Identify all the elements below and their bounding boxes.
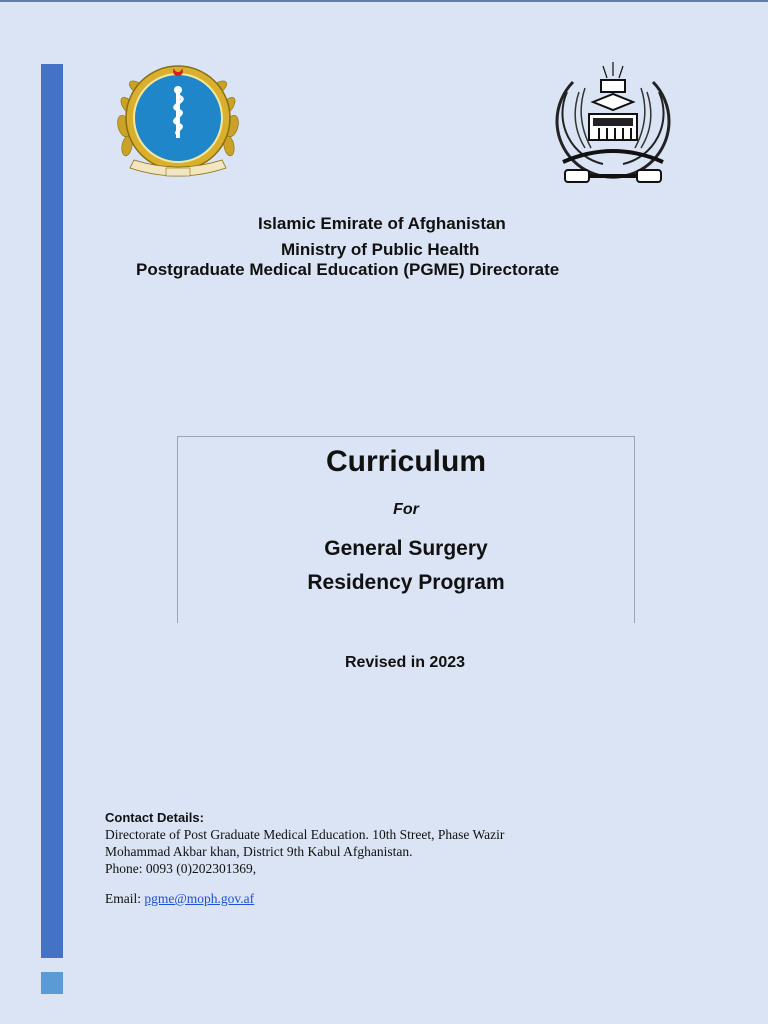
header-country: Islamic Emirate of Afghanistan xyxy=(258,214,506,233)
title-for: For xyxy=(393,501,419,518)
contact-address-line1: Directorate of Post Graduate Medical Education. 10th Street, Phase Wazir xyxy=(105,827,505,842)
national-emblem-icon xyxy=(545,52,681,188)
moph-logo-icon xyxy=(112,56,244,184)
contact-address-line2: Mohammad Akbar khan, District 9th Kabul Afghanistan. xyxy=(105,844,413,859)
revision-note: Revised in 2023 xyxy=(344,654,466,671)
program-name-line1: General Surgery xyxy=(324,537,488,560)
email-label: Email: xyxy=(105,891,145,906)
contact-phone: Phone: 0093 (0)202301369, xyxy=(105,861,257,876)
side-accent-bar xyxy=(41,64,63,958)
header-ministry: Ministry of Public Health xyxy=(281,240,480,259)
program-name-line2: Residency Program xyxy=(307,571,505,594)
contact-heading: Contact Details: xyxy=(105,810,204,825)
document-title: Curriculum xyxy=(325,445,487,478)
contact-details xyxy=(105,810,575,907)
header-directorate: Postgraduate Medical Education (PGME) Directorate xyxy=(136,260,560,279)
side-accent-square xyxy=(41,972,63,994)
top-rule xyxy=(0,0,768,2)
title-box xyxy=(177,436,635,623)
email-link[interactable]: pgme@moph.gov.af xyxy=(144,891,255,906)
contact-email-row xyxy=(105,891,575,907)
